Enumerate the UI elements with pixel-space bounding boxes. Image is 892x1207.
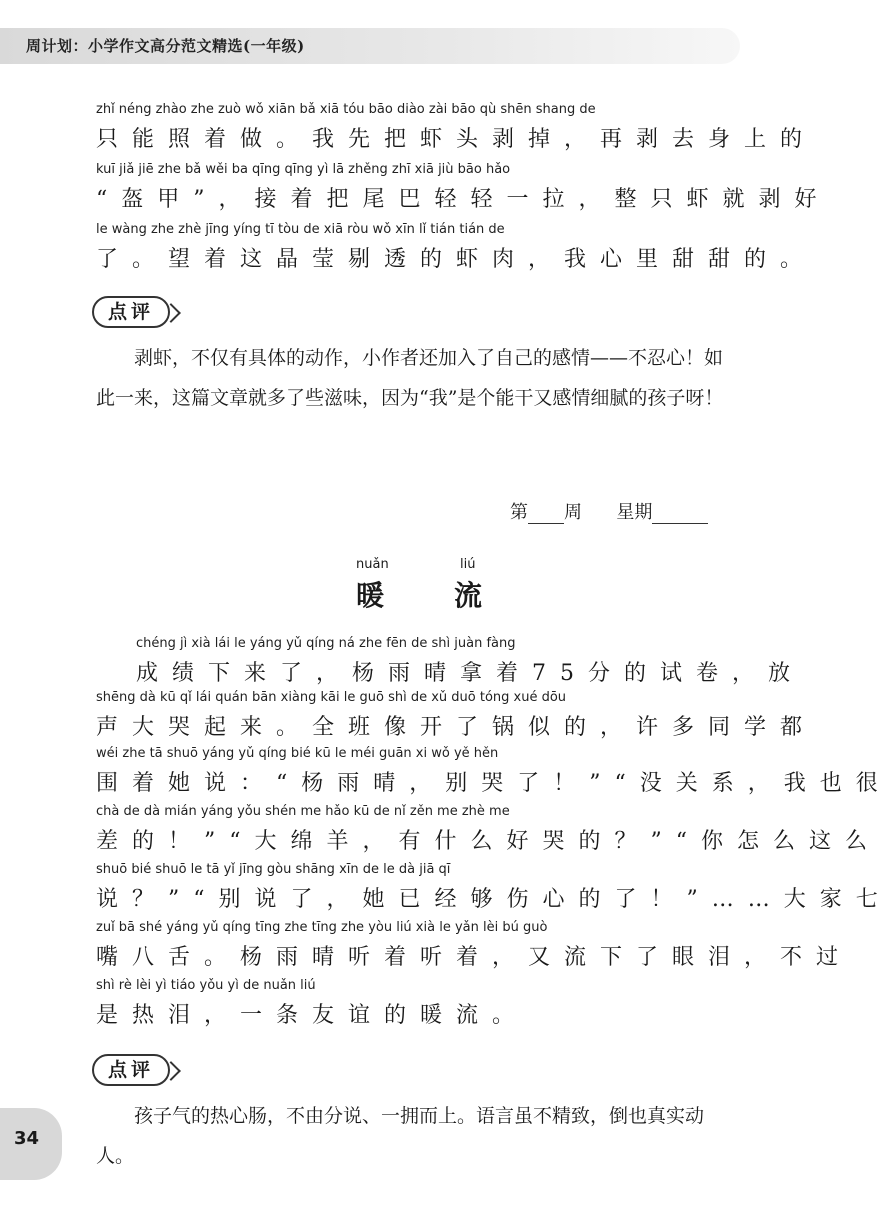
comment-badge: 点评 [92,296,170,328]
pinyin-line: wéi zhe tā shuō yáng yǔ qíng bié kū le méi guān xi wǒ yě hěn [96,746,499,761]
comment-badge: 点评 [92,1054,170,1086]
hanzi-line: 成绩下来了，杨雨晴拿着75分的试卷，放 [136,661,804,686]
hanzi-line: 嘴八舌。杨雨晴听着听着，又流下了眼泪，不过 [96,945,853,970]
pinyin-line: chà de dà mián yáng yǒu shén me hǎo kū de nǐ zěn me zhè me [96,804,510,819]
pinyin-line: zhǐ néng zhào zhe zuò wǒ xiān bǎ xiā tóu bāo diào zài bāo qù shēn shang de [96,102,596,117]
title-pinyin: nuǎn [356,557,389,572]
hanzi-line: 只能照着做。我先把虾头剥掉，再剥去身上的 [96,127,817,152]
comment-text: 剥虾，不仅有具体的动作，小作者还加入了自己的感情——不忍心！如此一来，这篇文章就多了些滋味，因为“我”是个能干又感情细腻的孩子呀！ [96,347,724,409]
pinyin-line: kuī jiǎ jiē zhe bǎ wěi ba qīng qīng yì lā zhěng zhī xiā jiù bāo hǎo [96,162,511,177]
hanzi-line: 声大哭起来。全班像开了锅似的，许多同学都 [96,715,817,740]
comment-text: 孩子气的热心肠，不由分说、一拥而上。语言虽不精致，倒也真实动人。 [96,1105,705,1167]
article-title-char: 暖 [356,579,385,612]
week-xingqi: 星期 [616,502,653,523]
article-title-char: 流 [454,579,483,612]
page-header-title: 周计划：小学作文高分范文精选(一年级) [26,37,305,55]
weekday-blank[interactable] [652,505,708,524]
hanzi-line: 围着她说：“杨雨晴，别哭了！”“没关系，我也很 [96,771,892,796]
hanzi-line: 了。望着这晶莹剔透的虾肉，我心里甜甜的。 [96,247,817,272]
pinyin-line: shì rè lèi yì tiáo yǒu yì de nuǎn liú [96,978,316,993]
week-di: 第 [510,502,528,523]
title-pinyin: liú [460,557,476,572]
hanzi-line: “盔甲”，接着把尾巴轻轻一拉，整只虾就剥好 [96,187,831,212]
hanzi-line: 差的！”“大绵羊，有什么好哭的？”“你怎么这么 [96,829,881,854]
pinyin-line: shuō bié shuō le tā yǐ jīng gòu shāng xīn de le dà jiā qī [96,862,451,877]
page-number: 34 [14,1128,40,1149]
week-zhou: 周 [564,502,582,523]
week-row [510,498,708,524]
hanzi-line: 是热泪，一条友谊的暖流。 [96,1003,529,1028]
pinyin-line: zuǐ bā shé yáng yǔ qíng tīng zhe tīng zhe yòu liú xià le yǎn lèi bú guò [96,920,548,935]
hanzi-line: 说？”“别说了，她已经够伤心的了！”……大家七 [96,887,892,912]
pinyin-line: shēng dà kū qǐ lái quán bān xiàng kāi le guō shì de xǔ duō tóng xué dōu [96,690,567,705]
week-number-blank[interactable] [528,505,564,524]
pinyin-line: le wàng zhe zhè jīng yíng tī tòu de xiā ròu wǒ xīn lǐ tián tián de [96,222,505,237]
pinyin-line: chéng jì xià lái le yáng yǔ qíng ná zhe fēn de shì juàn fàng [136,636,516,651]
